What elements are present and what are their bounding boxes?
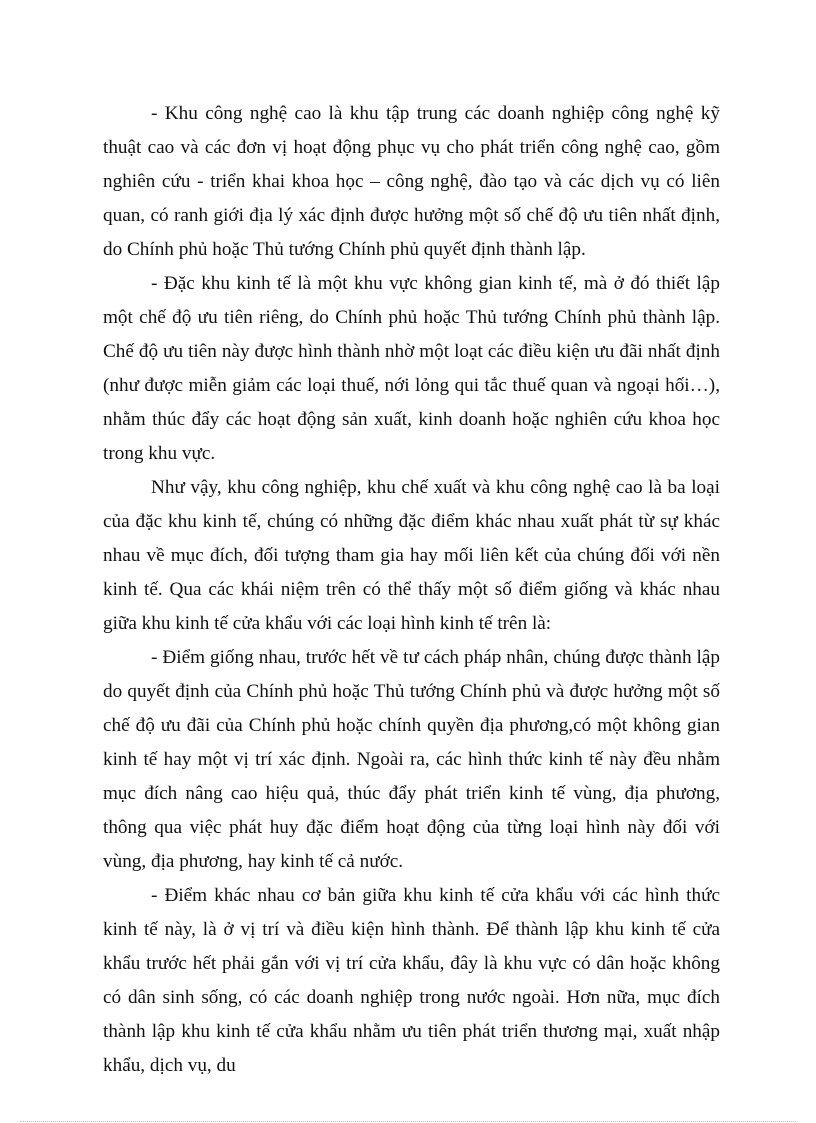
- page-bottom-divider: [20, 1121, 796, 1122]
- paragraph-special-economic-zone: - Đặc khu kinh tế là một khu vực không gian kinh tế, mà ở đó thiết lập một chế độ ưu tiên riêng, do Chính phủ hoặc Thủ tướng Chính phủ thành lập. Chế độ ưu tiên này được hình thành nhờ một loạt các điều kiện ưu đãi nhất định (như được miễn giảm các loại thuế, nới lỏng qui tắc thuế quan và ngoại hối…), nhằm thúc đẩy các hoạt động sản xuất, kinh doanh hoặc nghiên cứu khoa học trong khu vực.: [103, 273, 720, 464]
- paragraph-differences: - Điểm khác nhau cơ bản giữa khu kinh tế cửa khẩu với các hình thức kinh tế này, là ở vị trí và điều kiện hình thành. Để thành lập khu kinh tế cửa khẩu trước hết phải gắn với vị trí cửa khẩu, đây là khu vực có dân hoặc không có dân sinh sống, có các doanh nghiệp trong nước ngoài. Hơn nữa, mục đích thành lập khu kinh tế cửa khẩu nhằm ưu tiên phát triển thương mại, xuất nhập khẩu, dịch vụ, du: [103, 885, 720, 1076]
- paragraph-high-tech-zone: - Khu công nghệ cao là khu tập trung các doanh nghiệp công nghệ kỹ thuật cao và các đơn vị hoạt động phục vụ cho phát triển công nghệ cao, gồm nghiên cứu - triển khai khoa học – công nghệ, đào tạo và các dịch vụ có liên quan, có ranh giới địa lý xác định được hưởng một số chế độ ưu tiên nhất định, do Chính phủ hoặc Thủ tướng Chính phủ quyết định thành lập.: [103, 103, 720, 260]
- paragraph-similarities: - Điểm giống nhau, trước hết về tư cách pháp nhân, chúng được thành lập do quyết định của Chính phủ hoặc Thủ tướng Chính phủ và được hưởng một số chế độ ưu đãi của Chính phủ hoặc chính quyền địa phương,có một không gian kinh tế hay một vị trí xác định. Ngoài ra, các hình thức kinh tế này đều nhằm mục đích nâng cao hiệu quả, thúc đẩy phát triển kinh tế vùng, địa phương, thông qua việc phát huy đặc điểm hoạt động của từng loại hình này đối với vùng, địa phương, hay kinh tế cả nước.: [103, 647, 720, 872]
- paragraph-summary: Như vậy, khu công nghiệp, khu chế xuất và khu công nghệ cao là ba loại của đặc khu kinh tế, chúng có những đặc điểm khác nhau xuất phát từ sự khác nhau về mục đích, đối tượng tham gia hay mối liên kết của chúng đối với nền kinh tế. Qua các khái niệm trên có thể thấy một số điểm giống và khác nhau giữa khu kinh tế cửa khẩu với các loại hình kinh tế trên là:: [103, 477, 720, 634]
- document-body: [103, 97, 720, 1083]
